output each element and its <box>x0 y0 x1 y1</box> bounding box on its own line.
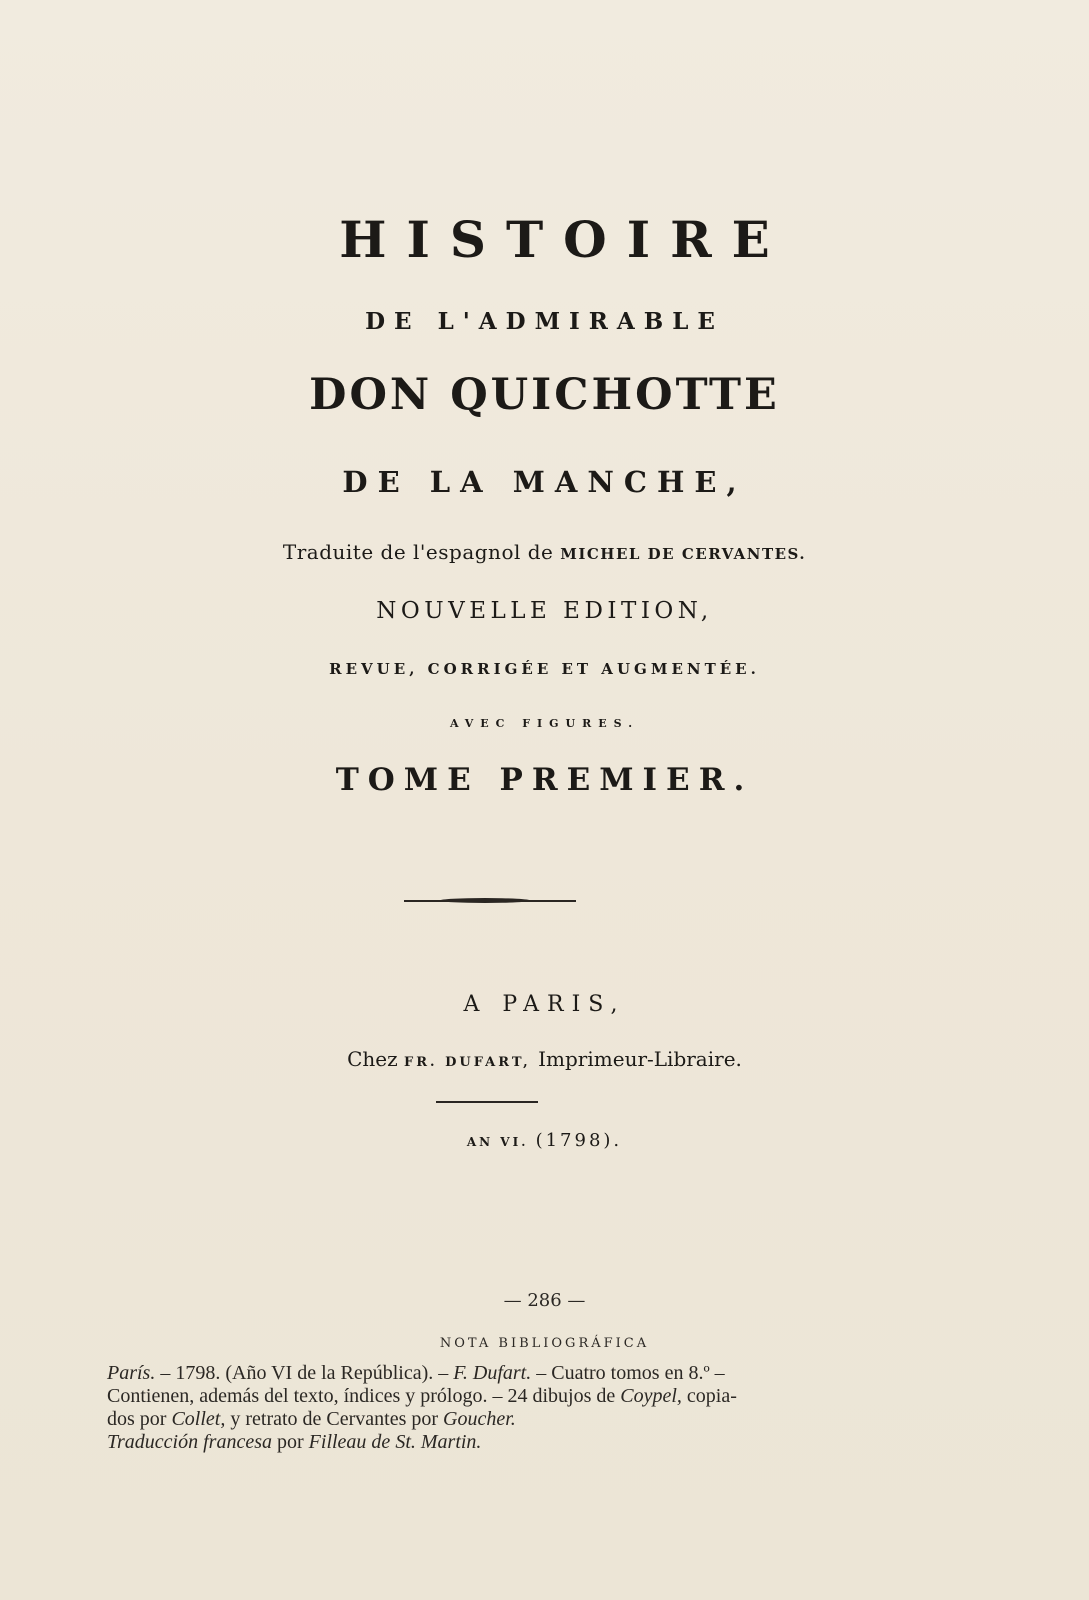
printer-name: FR. DUFART, <box>404 1055 539 1070</box>
edition-avec-figures: AVEC FIGURES. <box>449 717 640 730</box>
note-por: por <box>272 1431 309 1453</box>
note-volumes: – Cuatro tomos en 8.º – <box>531 1362 725 1384</box>
note-printer: F. Dufart. <box>453 1362 532 1384</box>
printer-role: Imprimeur-Libraire. <box>538 1047 742 1071</box>
tome-premier: TOME PREMIER. <box>335 762 754 798</box>
note-line-3 <box>107 1408 907 1431</box>
year-label: AN VI. <box>466 1135 536 1149</box>
note-copia: copia- <box>681 1385 737 1407</box>
page-number: — 286 — <box>503 1290 586 1311</box>
note-translation: Traducción francesa <box>107 1431 272 1453</box>
author-name: MICHEL DE CERVANTES. <box>560 545 807 563</box>
note-translator: Filleau de St. Martin. <box>308 1431 482 1453</box>
imprint-printer <box>0 1047 1089 1071</box>
note-engraver: Collet, <box>171 1408 226 1430</box>
short-rule <box>436 1101 538 1103</box>
note-contents: Contienen, además del texto, índices y prólogo. – 24 dibujos de <box>107 1385 621 1407</box>
note-line-2 <box>107 1385 907 1408</box>
note-illustrator: Coypel, <box>620 1385 682 1407</box>
note-line-4 <box>107 1431 907 1454</box>
nota-bibliografica-title: NOTA BIBLIOGRÁFICA <box>439 1336 650 1351</box>
note-city: París. <box>107 1362 156 1384</box>
ornamental-rule-center <box>440 898 530 903</box>
note-retrato: y retrato de Cervantes por <box>225 1408 444 1430</box>
translation-line <box>0 540 1089 564</box>
note-line-1 <box>107 1362 907 1385</box>
note-dos-por: dos por <box>107 1408 172 1430</box>
imprint-chez: Chez <box>347 1047 405 1071</box>
imprint-city: A PARIS, <box>463 992 626 1017</box>
title-de-la-manche: DE LA MANCHE, <box>342 465 747 499</box>
title-histoire: HISTOIRE <box>339 210 790 269</box>
title-don-quichotte: DON QUICHOTTE <box>309 370 780 420</box>
note-portraitist: Goucher. <box>443 1408 516 1430</box>
imprint-year <box>0 1130 1089 1151</box>
translation-prefix: Traduite de l'espagnol de <box>282 540 561 564</box>
edition-revue: REVUE, CORRIGÉE ET AUGMENTÉE. <box>329 660 760 678</box>
note-date: – 1798. (Año VI de la República). – <box>155 1362 454 1384</box>
title-de-ladmirable: DE L'ADMIRABLE <box>365 308 724 335</box>
edition-nouvelle: NOUVELLE EDITION, <box>376 598 713 624</box>
year-value: (1798). <box>535 1130 623 1151</box>
